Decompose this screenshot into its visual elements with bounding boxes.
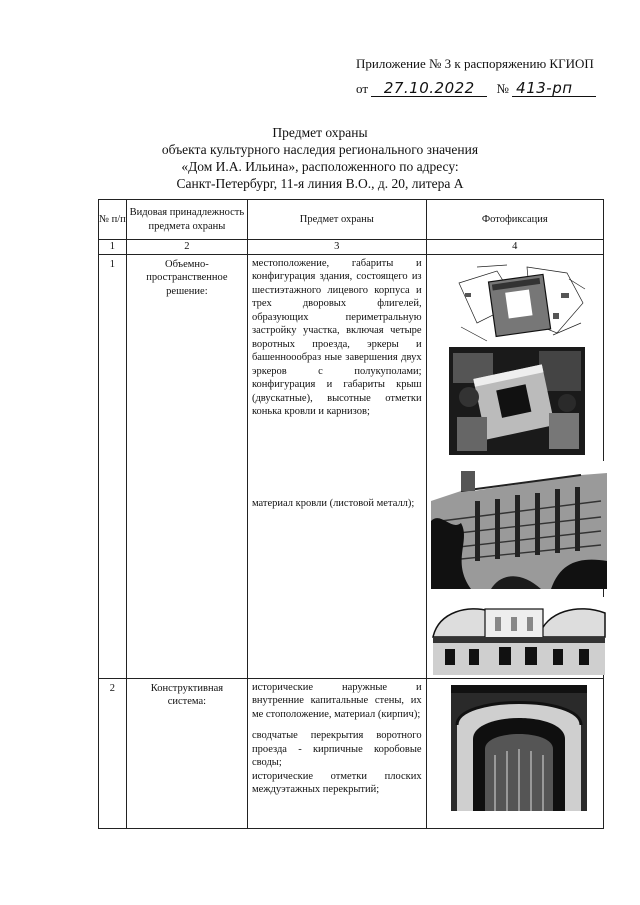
- row-subject: [247, 254, 426, 678]
- title-line-1: Предмет охраны: [272, 125, 368, 140]
- row-subject: [247, 678, 426, 828]
- title-line-3: «Дом И.А. Ильина», расположенного по адресу:: [181, 159, 459, 174]
- from-label: от: [356, 81, 369, 96]
- table-row: [99, 254, 604, 678]
- site-plan-image: [457, 263, 587, 345]
- title-line-4: Санкт-Петербург, 11-я линия В.О., д. 20, литера А: [176, 176, 464, 191]
- table-row: [99, 678, 604, 828]
- table-header-row: [99, 200, 604, 240]
- row-type: Объемно-пространственное решение:: [126, 254, 247, 678]
- row-num: 1: [99, 254, 127, 678]
- col-number: 3: [247, 240, 426, 255]
- header-type: Видовая принадлежность предмета охраны: [126, 200, 247, 240]
- number-label: №: [496, 81, 509, 96]
- document-number: 413-рп: [512, 80, 596, 97]
- appendix-date-number: [356, 80, 596, 97]
- row-type: Конструктивная система:: [126, 678, 247, 828]
- appendix-title: Приложение № 3 к распоряжению КГИОП: [356, 56, 594, 71]
- facade-photo-image: [431, 461, 607, 589]
- subject-paragraph: исторические наружные и внутренние капитальные стены, их ме стоположение, материал (кирпич);: [251, 681, 422, 720]
- col-number: 1: [99, 240, 127, 255]
- document-date: 27.10.2022: [371, 80, 487, 97]
- col-number: 4: [426, 240, 603, 255]
- dome-photo-image: [429, 597, 609, 675]
- aerial-photo-image: [449, 347, 585, 455]
- column-number-row: [99, 240, 604, 255]
- appendix-block: [356, 56, 596, 97]
- document-title: [0, 124, 640, 192]
- subject-paragraph: исторические отметки плоских междуэтажных перекрытий;: [251, 770, 422, 795]
- row-num: 2: [99, 678, 127, 828]
- header-subject: Предмет охраны: [247, 200, 426, 240]
- gate-passage-photo-image: [451, 685, 587, 811]
- protection-table: [98, 199, 604, 829]
- header-photo: Фотофиксация: [426, 200, 603, 240]
- row-photos: [426, 678, 603, 828]
- subject-paragraph: местоположение, габариты и конфигурация здания, состоящего из шестиэтажного лицевого корпуса и трех дворовых флигелей, образующих периметральную застройку участка, включая четыре воротных проезда, эркеры и башенноообраз ные завершения двух эркеров с полукуполами; конфигурация и габариты крыш (двускатные), высотные отметки конька кровли и карнизов;: [251, 257, 422, 417]
- title-line-2: объекта культурного наследия регионального значения: [161, 142, 479, 157]
- subject-paragraph: материал кровли (листовой металл);: [251, 497, 415, 509]
- header-num: № п/п: [99, 200, 127, 240]
- row-photos: [426, 254, 603, 678]
- subject-paragraph: сводчатые перекрытия воротного проезда - кирпичные коробовые своды;: [251, 730, 422, 768]
- col-number: 2: [126, 240, 247, 255]
